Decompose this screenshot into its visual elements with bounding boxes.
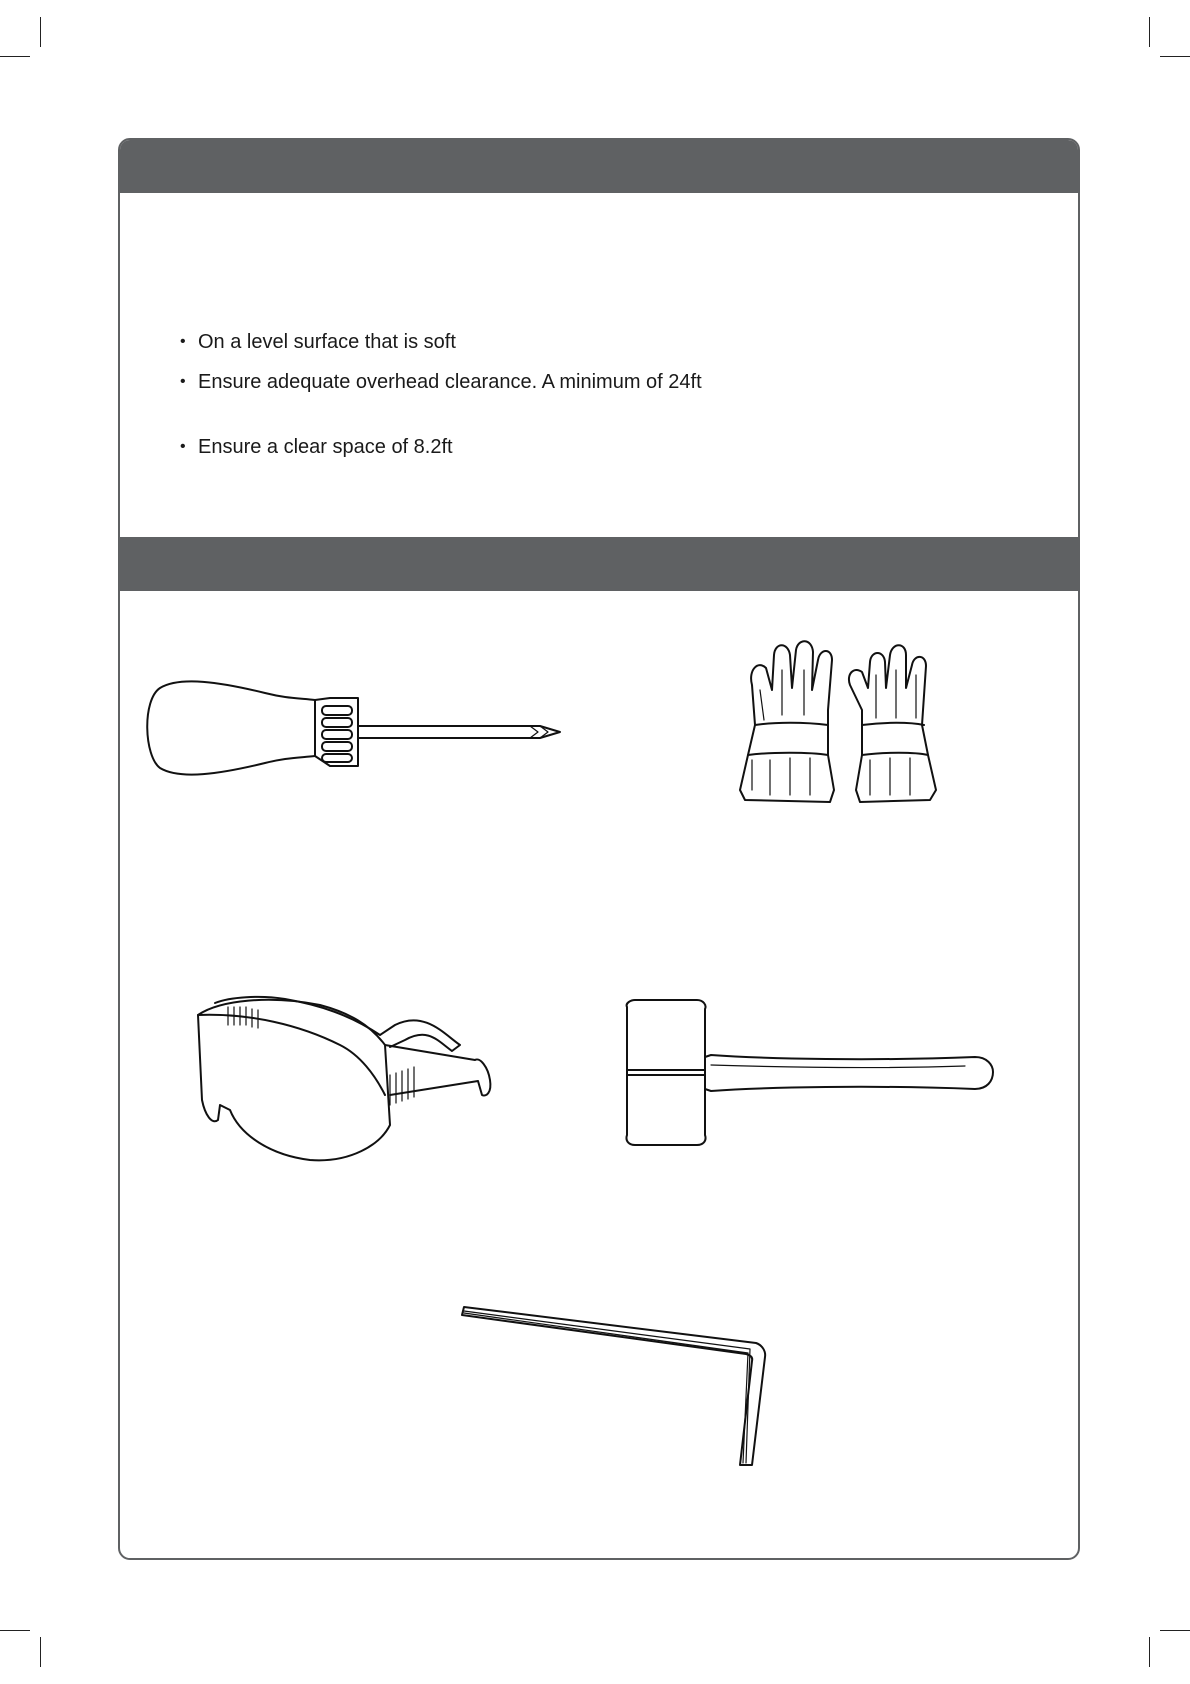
crop-mark <box>1160 56 1190 57</box>
crop-mark <box>40 17 41 47</box>
safety-goggles-icon <box>190 985 510 1175</box>
rubber-mallet-icon <box>615 995 995 1165</box>
crop-mark <box>0 56 30 57</box>
requirement-item: • On a level surface that is soft <box>180 330 702 354</box>
crop-mark <box>40 1637 41 1667</box>
screwdriver-icon <box>140 668 580 778</box>
content-panel <box>118 138 1080 1560</box>
gloves-icon <box>730 630 970 820</box>
crop-mark <box>1149 1637 1150 1667</box>
crop-mark <box>1160 1630 1190 1631</box>
hex-key-icon <box>460 1305 780 1485</box>
requirement-item: • Ensure a clear space of 8.2ft <box>180 435 702 459</box>
requirement-item: • Ensure adequate overhead clearance. A minimum of 24ft <box>180 370 702 394</box>
crop-mark <box>1149 17 1150 47</box>
header-band <box>120 140 1078 193</box>
requirements-list <box>180 330 702 459</box>
crop-mark <box>0 1630 30 1631</box>
tools-header-band <box>120 537 1078 591</box>
